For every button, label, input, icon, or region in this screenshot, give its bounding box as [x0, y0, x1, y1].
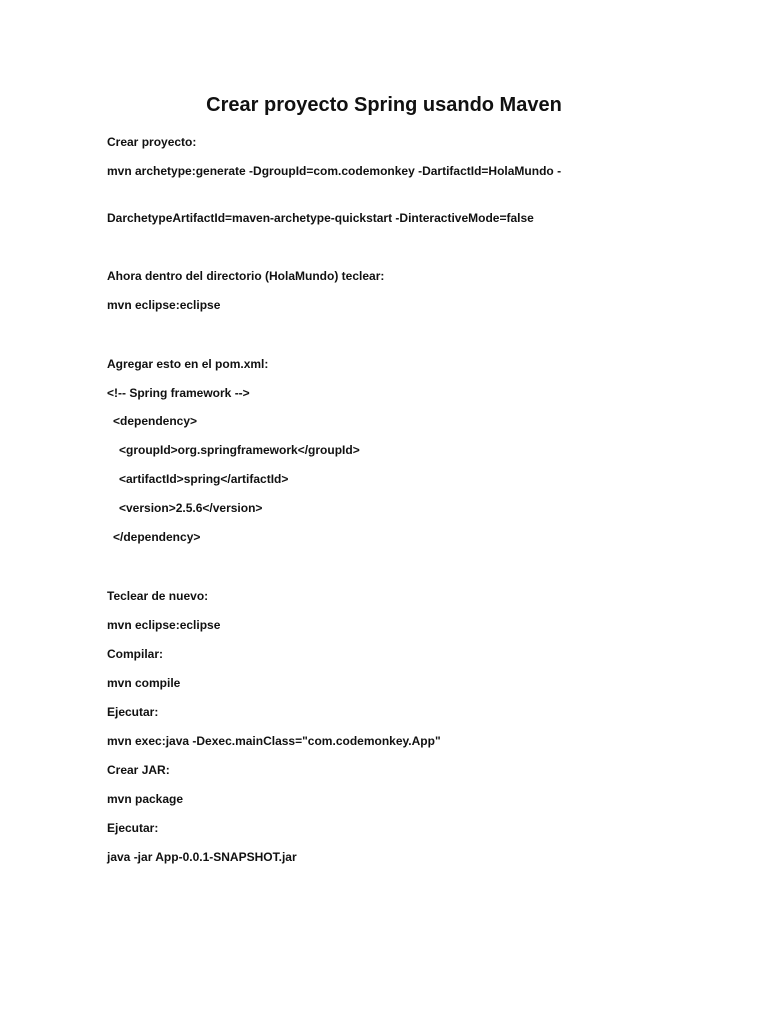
code-line-dependency-open: <dependency> — [113, 414, 198, 428]
code-line-eclipse-1: mvn eclipse:eclipse — [107, 298, 221, 312]
text-line-ejecutar-2: Ejecutar: — [107, 821, 159, 835]
code-line-archetype-generate: mvn archetype:generate -DgroupId=com.codemonkey -DartifactId=HolaMundo - — [107, 164, 562, 178]
code-line-java-jar: java -jar App-0.0.1-SNAPSHOT.jar — [107, 850, 297, 864]
code-line-groupid: <groupId>org.springframework</groupId> — [119, 443, 360, 457]
code-line-dependency-close: </dependency> — [113, 530, 201, 544]
text-line-ejecutar-1: Ejecutar: — [107, 705, 159, 719]
text-line-compilar: Compilar: — [107, 647, 164, 661]
code-line-exec-java: mvn exec:java -Dexec.mainClass="com.codemonkey.App" — [107, 734, 441, 748]
code-line-artifactid: <artifactId>spring</artifactId> — [119, 472, 289, 486]
text-line-teclear-nuevo: Teclear de nuevo: — [107, 589, 209, 603]
code-line-eclipse-2: mvn eclipse:eclipse — [107, 618, 221, 632]
code-line-package: mvn package — [107, 792, 184, 806]
page-title: Crear proyecto Spring usando Maven — [206, 94, 562, 116]
text-line-agregar-pom: Agregar esto en el pom.xml: — [107, 357, 269, 371]
text-line-crear-jar: Crear JAR: — [107, 763, 170, 777]
code-line-version: <version>2.5.6</version> — [119, 501, 263, 515]
code-line-compile: mvn compile — [107, 676, 181, 690]
text-line-ahora-dentro: Ahora dentro del directorio (HolaMundo) teclear: — [107, 269, 385, 283]
code-line-xml-comment: <!-- Spring framework --> — [107, 386, 250, 400]
text-line-crear-proyecto: Crear proyecto: — [107, 135, 197, 149]
code-line-archetype-params: DarchetypeArtifactId=maven-archetype-quickstart -DinteractiveMode=false — [107, 211, 534, 225]
